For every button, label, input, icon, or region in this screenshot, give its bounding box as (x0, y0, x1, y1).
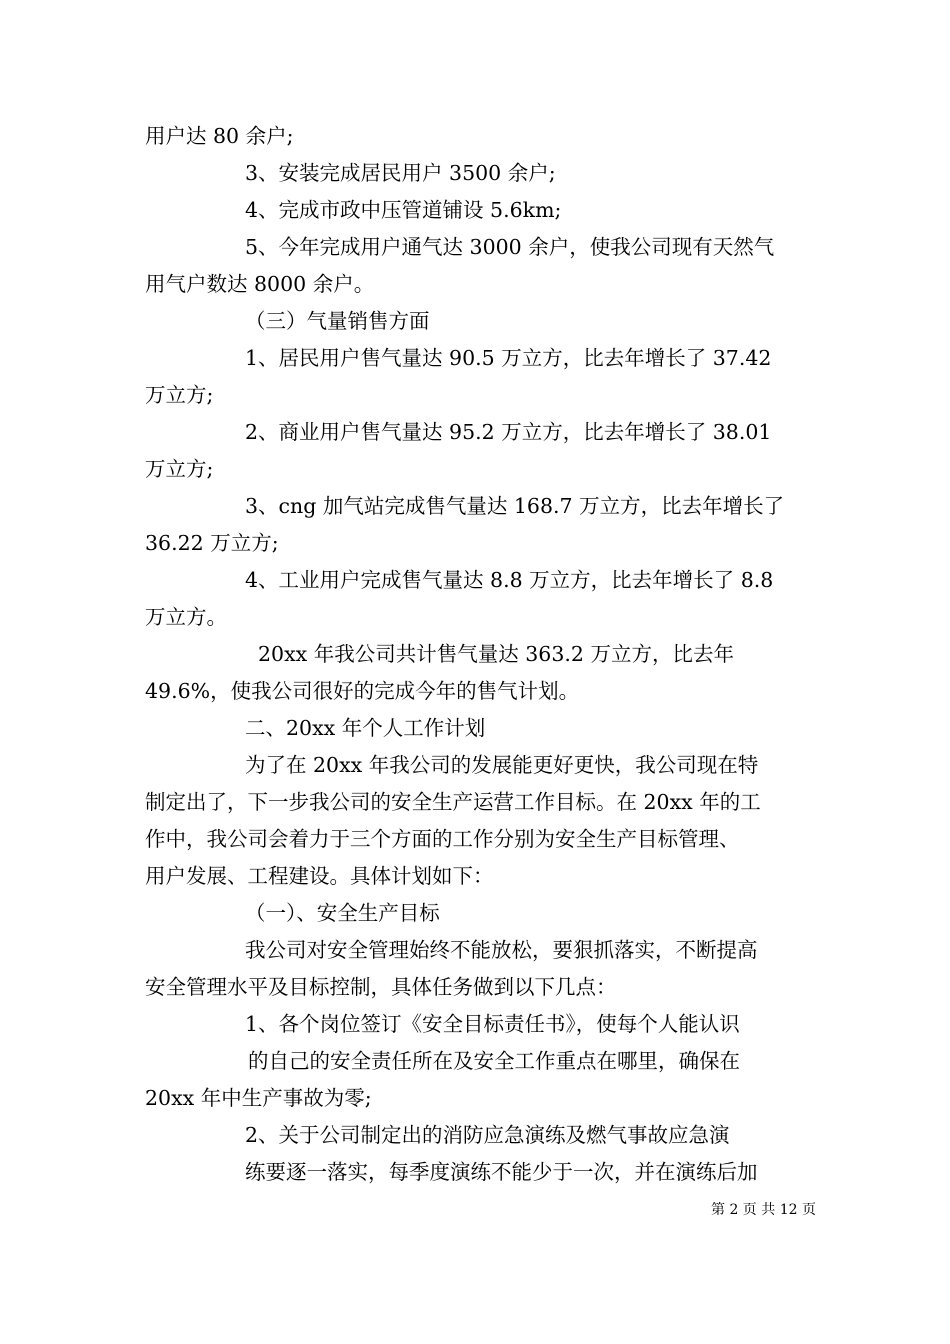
text-line: 用气户数达 8000 余户。 (145, 272, 375, 296)
text-line: 我公司对安全管理始终不能放松，要狠抓落实，不断提高 (245, 938, 758, 962)
text-line: 为了在 20xx 年我公司的发展能更好更快，我公司现在特 (245, 753, 759, 777)
text-line: 用户发展、工程建设。具体计划如下： (145, 864, 494, 888)
text-line: 万立方; (145, 383, 214, 407)
text-line: 2、关于公司制定出的消防应急演练及燃气事故应急演 (245, 1123, 730, 1147)
text-line: 49.6%，使我公司很好的完成今年的售气计划。 (145, 679, 580, 703)
text-line: 3、cng 加气站完成售气量达 168.7 万立方，比去年增长了 (245, 494, 785, 518)
text-line: 4、工业用户完成售气量达 8.8 万立方，比去年增长了 8.8 (245, 568, 774, 592)
text-line: 万立方。 (145, 605, 227, 629)
text-line: 练要逐一落实，每季度演练不能少于一次，并在演练后加 (245, 1160, 758, 1184)
text-line: 作中，我公司会着力于三个方面的工作分别为安全生产目标管理、 (145, 827, 740, 851)
section-heading: （三）气量销售方面 (245, 309, 430, 333)
text-line: 1、居民用户售气量达 90.5 万立方，比去年增长了 37.42 (245, 346, 772, 370)
text-line: 20xx 年我公司共计售气量达 363.2 万立方，比去年 (258, 642, 734, 666)
text-line: 4、完成市政中压管道铺设 5.6km; (245, 198, 562, 222)
text-line: 1、各个岗位签订《安全目标责任书》，使每个人能认识 (245, 1012, 740, 1036)
text-line: 2、商业用户售气量达 95.2 万立方，比去年增长了 38.01 (245, 420, 772, 444)
text-line: 36.22 万立方; (145, 531, 279, 555)
section-heading: 二、20xx 年个人工作计划 (245, 716, 486, 740)
text-line: 制定出了，下一步我公司的安全生产运营工作目标。在 20xx 年的工 (145, 790, 761, 814)
section-heading: （一）、安全生产目标 (245, 901, 440, 925)
text-line: 20xx 年中生产事故为零; (145, 1086, 372, 1110)
text-line: 3、安装完成居民用户 3500 余户; (245, 161, 556, 185)
text-line: 5、今年完成用户通气达 3000 余户，使我公司现有天然气 (245, 235, 775, 259)
text-line: 万立方; (145, 457, 214, 481)
text-line: 用户达 80 余户; (145, 124, 294, 148)
text-line: 的自己的安全责任所在及安全工作重点在哪里，确保在 (248, 1049, 740, 1073)
text-line: 安全管理水平及目标控制，具体任务做到以下几点： (145, 975, 617, 999)
page-number-footer: 第 2 页 共 12 页 (711, 1202, 816, 1218)
